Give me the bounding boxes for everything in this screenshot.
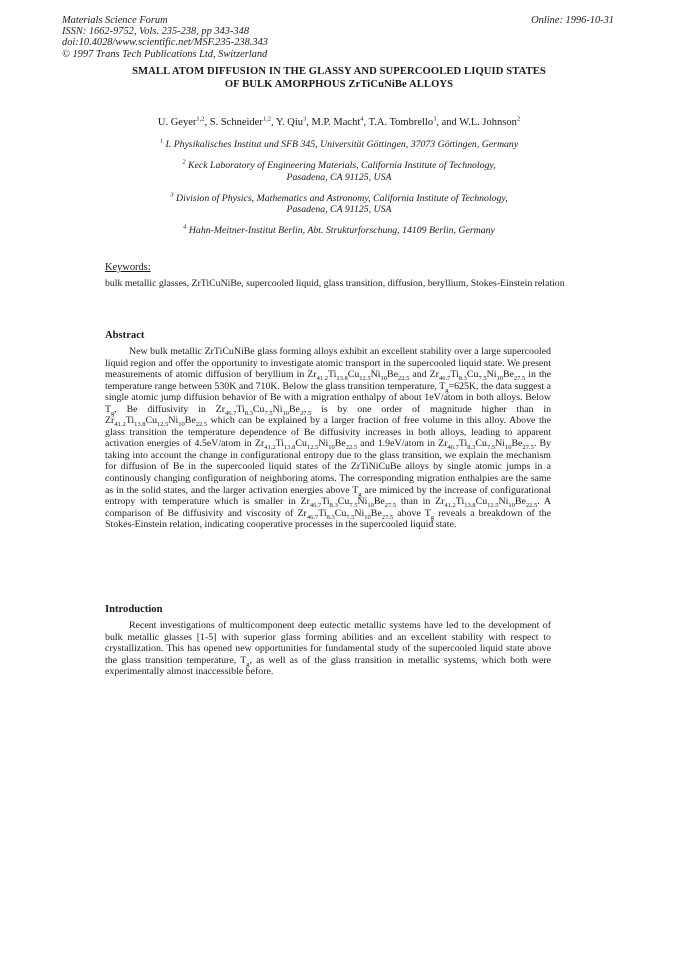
affiliation-number: 4	[183, 224, 187, 232]
affiliation-text: Pasadena, CA 91125, USA	[286, 171, 392, 183]
abstract-heading: Abstract	[105, 330, 145, 341]
author-affiliation: 1,2	[262, 115, 271, 123]
affiliation-4	[60, 225, 618, 237]
affiliation-text: Pasadena, CA 91125, USA	[286, 204, 392, 216]
introduction-heading: Introduction	[105, 604, 163, 615]
alloy-formula-a: $Zr_{41.2}Ti_{13.8}Cu_{12.5}Ni_{10}Be_{22.5}$	[435, 496, 538, 510]
copyright-line: © 1997 Trans Tech Publications Ltd, Switzerland	[62, 48, 268, 60]
affiliation-number: 1	[159, 137, 164, 145]
author-affiliation: 2	[516, 115, 521, 123]
author: Y. Qiu	[275, 117, 304, 128]
paper-title	[60, 65, 618, 91]
title-line-2: OF BULK AMORPHOUS ZrTiCuNiBe ALLOYS	[224, 79, 454, 90]
issn-line: ISSN: 1662-9752, Vols. 235-238, pp 343-348	[62, 26, 250, 38]
alloy-formula-b: $Zr_{46.7}Ti_{8.3}Cu_{7.5}Ni_{10}Be_{27.5}$	[297, 507, 394, 521]
affiliation-text: Keck Laboratory of Engineering Materials, California Institute of Technology,	[188, 160, 496, 172]
keywords-text: bulk metallic glasses, ZrTiCuNiBe, supercooled liquid, glass transition, diffusion, beryllium, Stokes-Einstein relation	[105, 278, 565, 289]
author-affiliation: 4	[360, 115, 364, 123]
author-affiliation: 3	[303, 115, 307, 123]
author: W.L. Johnson	[459, 117, 517, 128]
affiliation-text: I. Physikalisches Institut und SFB 345, Universität Göttingen, 37073 Göttingen, Germany	[165, 139, 519, 150]
author-affiliation: 1,2	[196, 115, 205, 123]
online-date: Online: 1996-10-31	[531, 15, 614, 26]
affiliation-text: Division of Physics, Mathematics and Astronomy, California Institute of Technology,	[176, 192, 508, 204]
author: M.P. Macht	[311, 117, 361, 128]
header-left	[62, 15, 268, 60]
affiliation-2	[60, 160, 618, 183]
alloy-formula-a: $Zr_{41.2}Ti_{13.8}Cu_{12.5}Ni_{10}Be_{22.5}$	[254, 438, 358, 452]
author: U. Geyer	[157, 117, 197, 128]
affiliation-list	[60, 139, 618, 247]
affiliation-3	[60, 193, 618, 216]
keywords-heading: Keywords:	[105, 262, 151, 273]
abstract-paragraph: New bulk metallic ZrTiCuNiBe glass forming alloys exhibit an excellent stability over a large supercooled liquid region and offer the opportunity to investigate atomic transport in the supercooled liquid state. We present measurements of atomic diffusion of beryllium in $Zr_{41.2}Ti_{13.8}Cu_{12.5}Ni_{10}Be_{22.5}$ and $Zr_{46.7}Ti_{8.3}Cu_{7.5}Ni_{10}Be_{27.5}$ in the temperature range between 530K and 710K. Below the glass transition temperature, $T_g=625K$, the data suggest a single atomic jump diffusion behavior of Be with a migration enthalpy of about 1eV/atom in both alloys. Below $T_g$, Be diffusivity in $Zr_{46.7}Ti_{8.3}Cu_{7.5}Ni_{10}Be_{27.5}$ is by one order of magnitude higher than in $Zr_{41.2}Ti_{13.8}Cu_{12.5}Ni_{10}Be_{22.5}$ which can be explained by a larger fraction of free volume in this alloy. Above the glass transition the temperature dependence of Be diffusivity increases in both alloys, leading to apparent activation energies of 4.5eV/atom in $Zr_{41.2}Ti_{13.8}Cu_{12.5}Ni_{10}Be_{22.5}$ and 1.9eV/atom in $Zr_{46.7}Ti_{8.3}Cu_{7.5}Ni_{10}Be_{27.5}$. By taking into account the change in configurational entropy due to the glass transition, we explain the mechanism for diffusion of Be in the supercooled liquid states of the ZrTiNiCuBe alloys by single atomic jumps in a continously changing configuration of neighboring atoms. The corresponding migration enthalpies are the same as in the solid states, and the larger activation energies above $T_g$ are mimiced by the increase of configurational entropy with temperature which is smaller in $Zr_{46.7}Ti_{8.3}Cu_{7.5}Ni_{10}Be_{27.5}$ than in $Zr_{41.2}Ti_{13.8}Cu_{12.5}Ni_{10}Be_{22.5}$. A comparison of Be diffusivity and viscosity of $Zr_{46.7}Ti_{8.3}Cu_{7.5}Ni_{10}Be_{27.5}$ above $T_g$ reveals a breakdown of the Stokes-Einstein relation, indicating cooperative processes in the supercooled liquid state.	[105, 346, 552, 531]
affiliation-number: 2	[182, 158, 186, 166]
alloy-formula-b: $Zr_{46.7}Ti_{8.3}Cu_{7.5}Ni_{10}Be_{27.5}$	[300, 496, 397, 510]
author-list: U. Geyer$^{1,2}$, S. Schneider$^{1,2}$, Y. Qiu$^3$, M.P. Macht$^4$, T.A. Tombrello$^3$, and W.L. Johnson$^2$	[157, 115, 521, 128]
alloy-formula-b: $Zr_{46.7}Ti_{8.3}Cu_{7.5}Ni_{10}Be_{27.5}$	[215, 403, 312, 417]
alloy-formula-a: $Zr_{41.2}Ti_{13.8}Cu_{12.5}Ni_{10}Be_{22.5}$	[307, 369, 410, 383]
author: S. Schneider	[209, 117, 263, 128]
alloy-formula-b: $Zr_{46.7}Ti_{8.3}Cu_{7.5}Ni_{10}Be_{27.5}$	[429, 369, 526, 383]
affiliation-number: 3	[170, 191, 174, 199]
author-affiliation: 3	[433, 115, 437, 123]
alloy-formula-b: $Zr_{46.7}Ti_{8.3}Cu_{7.5}Ni_{10}Be_{27.5}$	[438, 438, 534, 452]
introduction-paragraph: Recent investigations of multicomponent deep eutectic metallic systems have led to the development of bulk metallic glasses [1-5] with superior glass forming abilities and an excellent stability with respect to crystallization. This has opened new opportunities for fundamental study of the supercooled liquid state above the glass transition temperature, $T_g$, as well as of the glass transition in metallic systems, which both were experimentally almost inaccessible before.	[105, 620, 551, 678]
title-line-1: SMALL ATOM DIFFUSION IN THE GLASSY AND SUPERCOOLED LIQUID STATES	[132, 66, 546, 77]
journal-name: Materials Science Forum	[62, 15, 168, 26]
author: T.A. Tombrello	[368, 117, 434, 128]
alloy-formula-a: $Zr_{41.2}Ti_{13.8}Cu_{12.5}Ni_{10}Be_{22.5}$	[105, 415, 208, 429]
affiliation-text: Hahn-Meitner-Institut Berlin, Abt. Strukturforschung, 14109 Berlin, Germany	[188, 225, 495, 237]
affiliation-1	[60, 139, 618, 151]
doi-line: doi:10.4028/www.scientific.net/MSF.235-238.343	[62, 37, 268, 49]
